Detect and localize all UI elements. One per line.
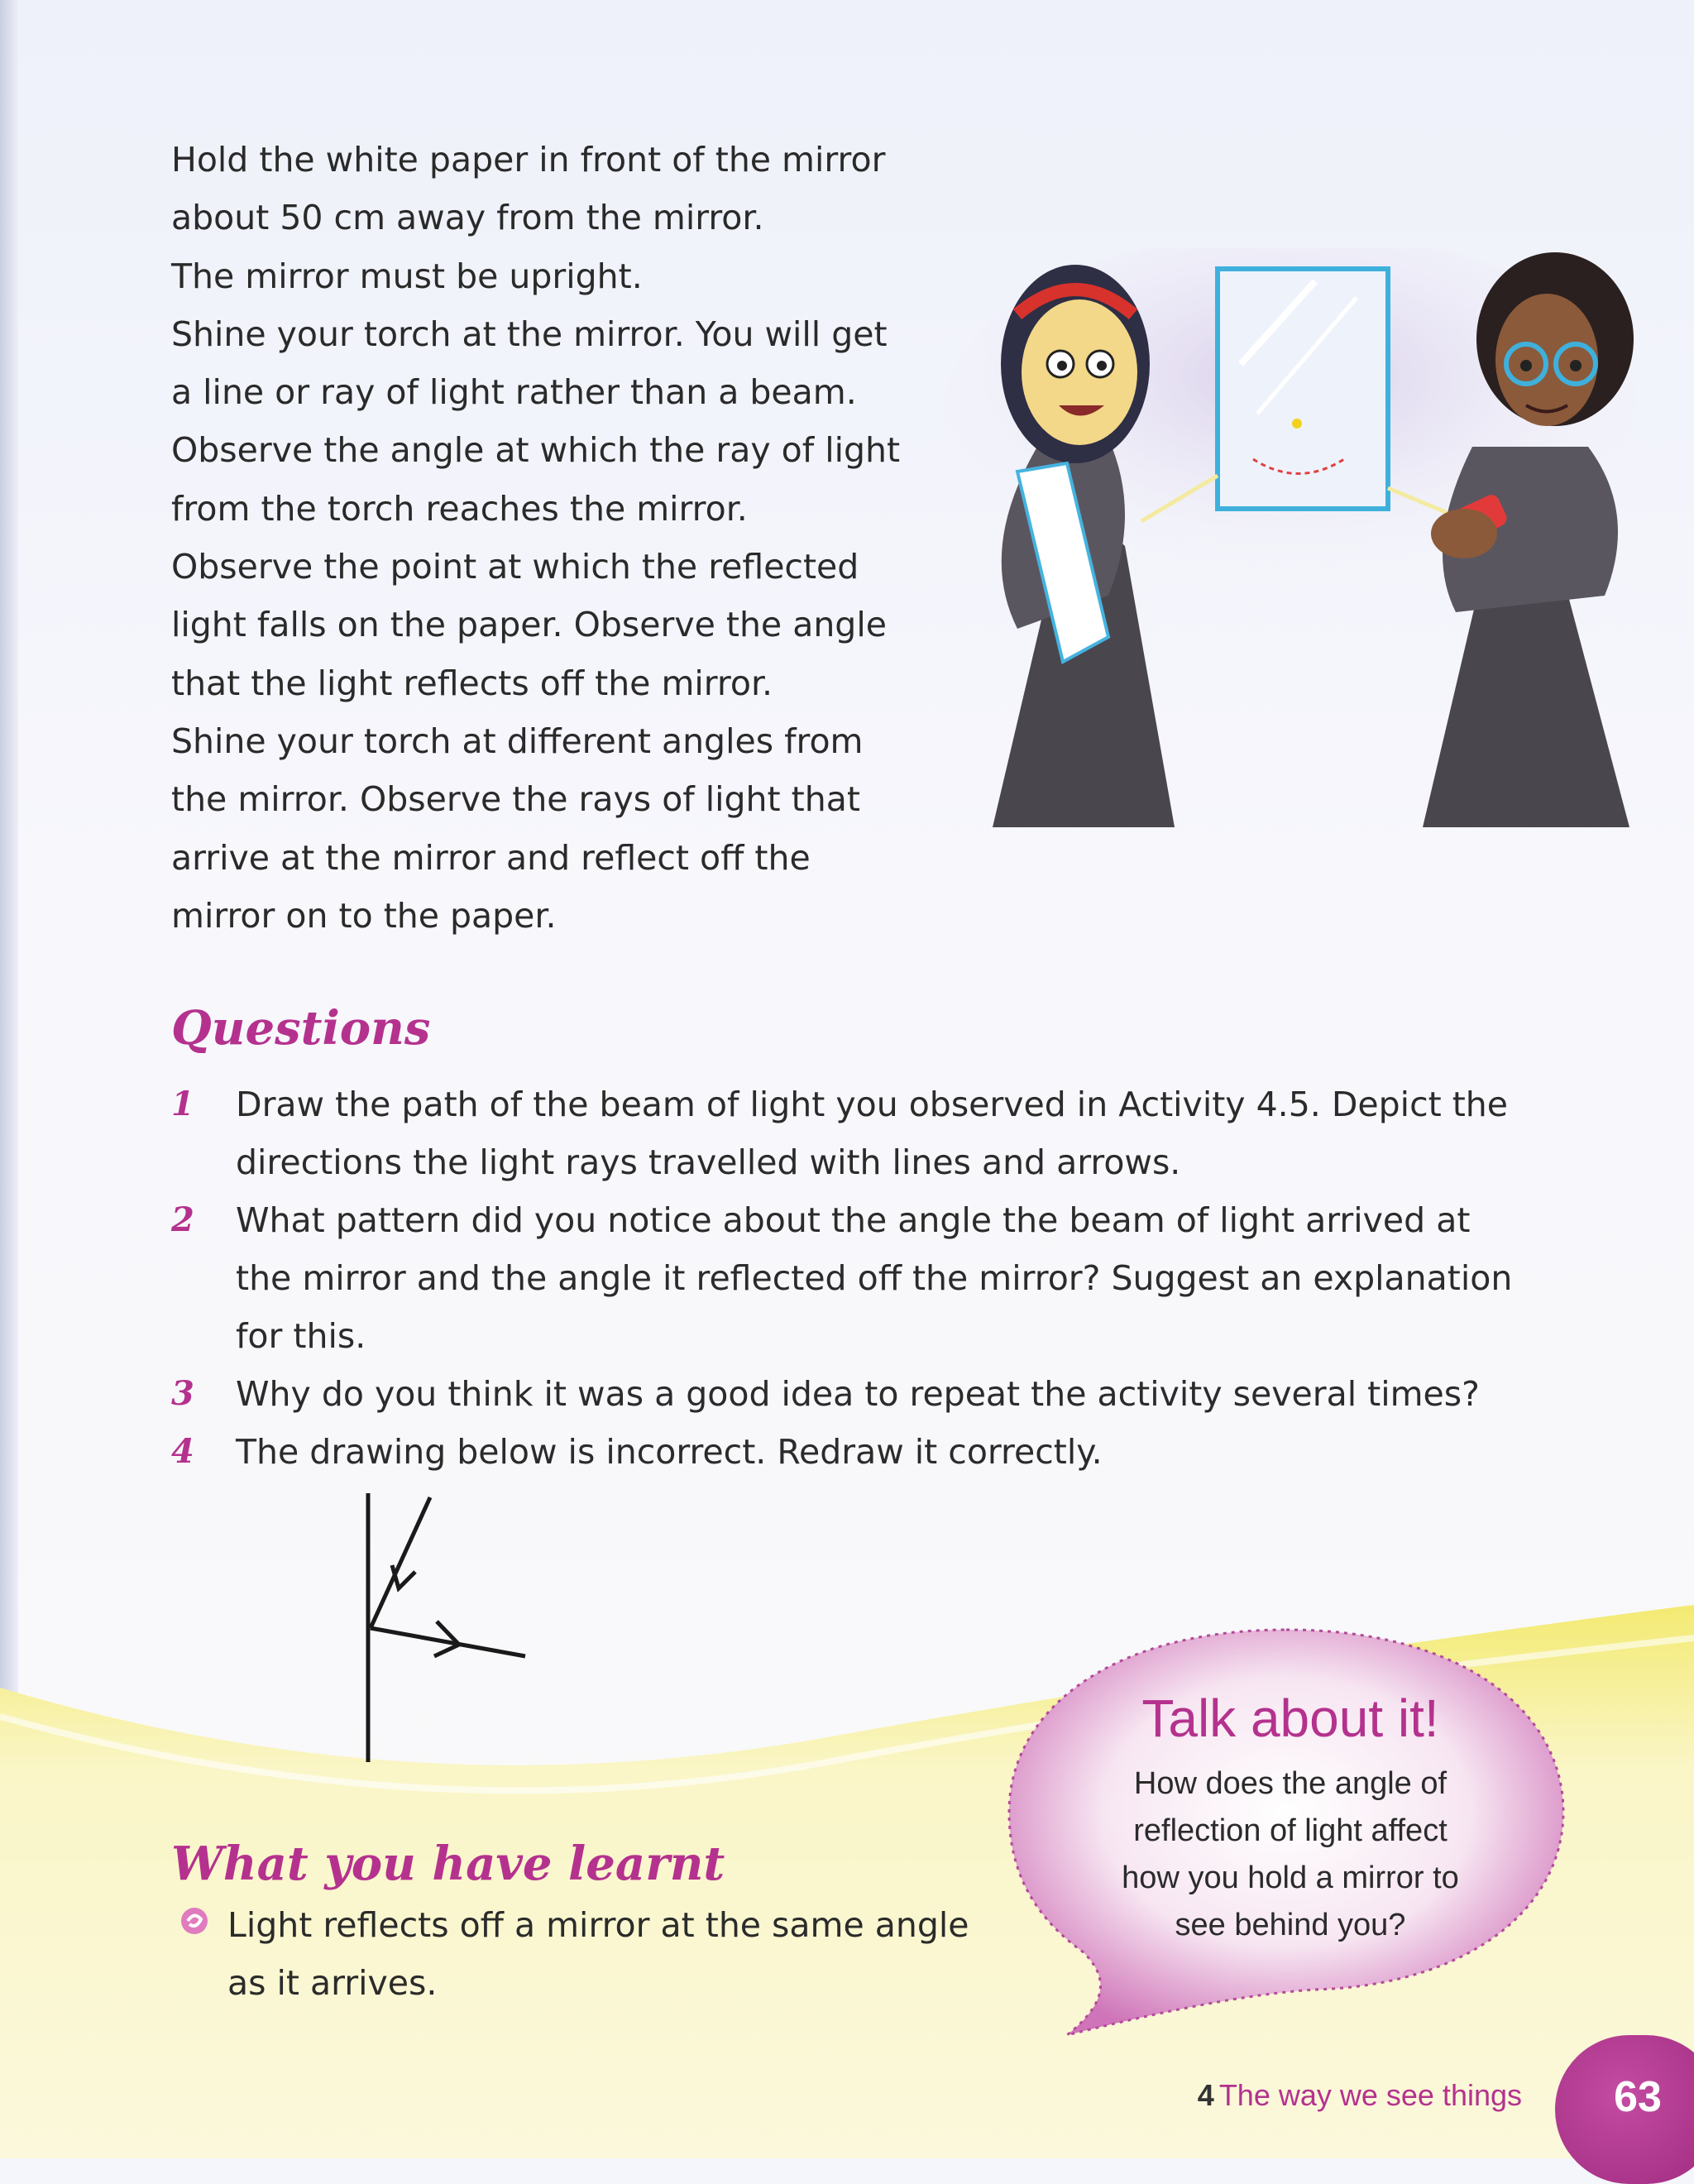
activity-instructions: [171, 131, 916, 945]
question-text: directions the light rays travelled with lines and arrows.: [236, 1142, 1181, 1182]
instruction-line: mirror on to the paper.: [171, 895, 557, 936]
question-number: 2: [171, 1200, 194, 1239]
instruction-line: a line or ray of light rather than a beam.: [171, 372, 857, 413]
learnt-text: as it arrives.: [227, 1963, 438, 2003]
mirror-icon: [1218, 269, 1388, 509]
instruction-line: Shine your torch at different angles from: [171, 721, 864, 761]
question-text: Draw the path of the beam of light you observed in Activity 4.5. Depict the: [236, 1085, 1509, 1124]
students-mirror-illustration: [926, 248, 1654, 827]
learnt-text: Light reflects off a mirror at the same angle: [227, 1905, 969, 1945]
instruction-line: from the torch reaches the mirror.: [171, 488, 748, 529]
questions-heading: Questions: [171, 1001, 431, 1056]
question-text: The drawing below is incorrect. Redraw it correctly.: [236, 1432, 1103, 1472]
instruction-line: arrive at the mirror and reflect off the: [171, 837, 811, 878]
chapter-label: [1125, 2078, 1522, 2113]
instruction-line: Hold the white paper in front of the mirror: [171, 140, 886, 180]
instruction-line: about 50 cm away from the mirror.: [171, 198, 764, 238]
question-item: [171, 1423, 1528, 1481]
question-text: Why do you think it was a good idea to repeat the activity several times?: [236, 1374, 1480, 1414]
instruction-line: Shine your torch at the mirror. You will get: [171, 314, 888, 354]
talk-text: reflection of light affect: [1133, 1813, 1448, 1848]
questions-list: [171, 1075, 1528, 1481]
chapter-number: 4: [1197, 2078, 1214, 2112]
question-item: [171, 1191, 1528, 1365]
talk-body: [1034, 1760, 1547, 1949]
talk-text: how you hold a mirror to: [1122, 1861, 1459, 1895]
instruction-line: that the light reflects off the mirror.: [171, 663, 773, 703]
talk-text: How does the angle of: [1133, 1766, 1448, 1801]
question-number: 4: [171, 1432, 194, 1471]
question-item: [171, 1075, 1528, 1191]
instruction-line: Observe the point at which the reflected: [171, 547, 859, 587]
page-number: 63: [1614, 2073, 1662, 2121]
instruction-line: light falls on the paper. Observe the angle: [171, 605, 887, 645]
instruction-line: the mirror. Observe the rays of light that: [171, 779, 860, 820]
chapter-title: The way we see things: [1218, 2078, 1522, 2112]
question-number: 3: [171, 1374, 194, 1413]
instruction-line: The mirror must be upright.: [171, 256, 643, 296]
question-text: the mirror and the angle it reflected off the mirror? Suggest an explanation: [236, 1258, 1513, 1298]
question-item: [171, 1365, 1528, 1423]
question-text: What pattern did you notice about the angle the beam of light arrived at: [236, 1200, 1471, 1240]
learnt-item: [178, 1896, 1055, 2012]
talk-title: Talk about it!: [1141, 1688, 1439, 1748]
instruction-line: Observe the angle at which the ray of light: [171, 430, 901, 471]
talk-text: see behind you?: [1175, 1908, 1406, 1942]
learnt-heading: What you have learnt: [171, 1837, 725, 1891]
incorrect-reflection-drawing: [347, 1489, 546, 1770]
question-number: 1: [171, 1085, 194, 1123]
question-text: for this.: [236, 1316, 366, 1356]
swirl-bullet-icon: [178, 1904, 211, 1937]
